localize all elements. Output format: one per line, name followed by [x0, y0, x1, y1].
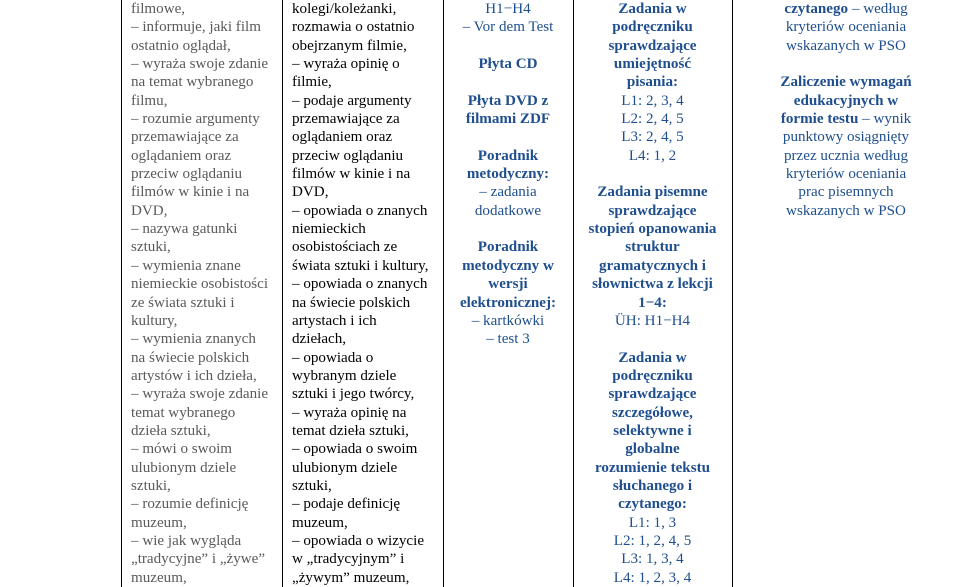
- text-line: edukacyjnych w: [793, 92, 899, 109]
- text-line: – wymienia znanych: [131, 331, 256, 348]
- text-line: wskazanych w PSO: [786, 202, 906, 219]
- text-line: dodatkowe: [474, 202, 542, 219]
- column-sprawdzanie: [574, 0, 731, 587]
- text-line: – rozumie argumenty: [131, 111, 260, 128]
- column-divider: [282, 0, 283, 587]
- text-line: stopień opanowania: [588, 221, 717, 238]
- text-line: szczegółowe,: [612, 404, 693, 421]
- text-line: muzeum,: [131, 514, 187, 531]
- text-line: DVD,: [292, 184, 329, 201]
- text-line: – wyraża opinię o: [292, 56, 400, 73]
- text-line: Zadania w: [618, 1, 687, 17]
- text-line: – mówi o swoim: [131, 441, 233, 458]
- text-line: selektywne i: [613, 422, 692, 439]
- text-line: filmu,: [131, 92, 168, 109]
- text-line: kultury,: [131, 312, 178, 329]
- text-line: [444, 73, 572, 91]
- text-line: muzeum,: [292, 514, 348, 531]
- text-line: ostatnio oglądał,: [131, 37, 231, 54]
- text-line: dzieła sztuki,: [131, 422, 211, 439]
- text-line: kryteriów oceniania: [785, 19, 907, 36]
- text-line: [574, 165, 731, 183]
- text-line: L2: 1, 2, 4, 5: [613, 532, 692, 549]
- column-materialy: [444, 0, 572, 587]
- text-line: DVD,: [131, 202, 168, 219]
- text-line: przeciw oglądaniu: [292, 147, 404, 164]
- text-line: sprawdzające: [608, 386, 697, 403]
- text-line: Zaliczenie wymagań: [780, 74, 912, 91]
- text-line: sztuki,: [131, 239, 171, 256]
- text-line: ulubionym dziele: [292, 459, 398, 476]
- text-line: filmów w kinie i na: [131, 184, 250, 201]
- text-line: filmami ZDF: [465, 111, 551, 128]
- text-line: sprawdzające: [608, 37, 697, 54]
- column-osiagniecia-receptywne: [131, 0, 281, 587]
- text-line: 1−4:: [638, 294, 667, 311]
- column-divider: [121, 0, 122, 587]
- text-line: słuchanego i: [612, 477, 693, 494]
- text-line: L3: 1, 3, 4: [621, 551, 684, 568]
- text-line: osobistościach ze: [292, 239, 398, 256]
- text-line: – opowiada o: [292, 349, 374, 366]
- text-line: artystach i ich: [292, 312, 377, 329]
- text-line: niemieckie osobistości: [131, 276, 269, 293]
- text-line: L1: 1, 3: [628, 514, 677, 531]
- text-line: czytanego – według: [784, 1, 908, 17]
- text-line: filmowe,: [131, 1, 186, 17]
- text-line: niemieckich: [292, 221, 366, 238]
- text-line: artystów i ich dzieła,: [131, 367, 257, 384]
- text-line: ÜH: H1−H4: [614, 312, 691, 329]
- text-line: formie testu – wynik: [780, 111, 912, 128]
- text-line: – rozumie definicję: [131, 496, 249, 513]
- text-line: metodyczny:: [466, 166, 550, 183]
- text-line: – nazywa gatunki: [131, 221, 238, 238]
- text-line: dziełach,: [292, 331, 347, 348]
- text-line: [574, 330, 731, 348]
- text-line: słownictwa z lekcji: [592, 276, 713, 293]
- text-line: filmie,: [292, 74, 332, 91]
- text-line: temat wybranego: [131, 404, 236, 421]
- text-line: gramatycznych i: [599, 257, 706, 274]
- text-line: „żywym” muzeum,: [292, 569, 410, 586]
- text-line: ze świata sztuki i: [131, 294, 235, 311]
- text-line: sprawdzające: [608, 202, 697, 219]
- text-line: Płyta CD: [478, 56, 538, 73]
- text-line: – podaje argumenty: [292, 92, 412, 109]
- text-line: obejrzanym filmie,: [292, 37, 407, 54]
- text-line: kolegi/koleżanki,: [292, 1, 397, 17]
- text-line: struktur: [625, 239, 680, 256]
- text-line: świata sztuki i kultury,: [292, 257, 429, 274]
- text-line: – podaje definicję: [292, 496, 401, 513]
- text-line: prac pisemnych: [798, 184, 894, 201]
- text-line: – wyraża swoje zdanie: [131, 386, 269, 403]
- text-line: L4: 1, 2, 3, 4: [613, 569, 692, 586]
- text-line: podręczniku: [612, 19, 693, 36]
- text-line: na temat wybranego: [131, 74, 254, 91]
- text-line: L3: 2, 4, 5: [621, 129, 684, 146]
- text-line: na świecie polskich: [292, 294, 411, 311]
- text-line: – opowiada o znanych: [292, 276, 428, 293]
- text-line: ulubionym dziele: [131, 459, 237, 476]
- text-line: temat dzieła sztuki,: [292, 422, 409, 439]
- text-line: sztuki,: [292, 477, 332, 494]
- text-line: – informuje, jaki film: [131, 19, 261, 36]
- column-osiagniecia-produktywne: [292, 0, 442, 587]
- text-line: kryteriów oceniania: [785, 166, 907, 183]
- text-line: na świecie polskich: [131, 349, 250, 366]
- text-line: H1−H4: [485, 1, 531, 17]
- text-line: wybranym dziele: [292, 367, 397, 384]
- text-line: L4: 1, 2: [628, 147, 677, 164]
- text-line: wskazanych w PSO: [786, 37, 906, 54]
- text-line: przemawiające za: [131, 129, 239, 146]
- text-line: „tradycyjne” i „żywe”: [131, 551, 266, 568]
- text-line: Zadania pisemne: [597, 184, 708, 201]
- text-line: rozmawia o ostatnio: [292, 19, 415, 36]
- text-line: wersji: [488, 276, 528, 293]
- text-line: Poradnik: [477, 147, 539, 164]
- text-line: oglądaniem oraz: [292, 129, 393, 146]
- text-line: przeciw oglądaniu: [131, 166, 243, 183]
- text-line: czytanego:: [618, 496, 687, 513]
- text-line: – opowiada o znanych: [292, 202, 428, 219]
- text-line: Płyta DVD z: [467, 92, 549, 109]
- text-line: w „tradycyjnym” i: [292, 551, 405, 568]
- text-line: pisania:: [626, 74, 679, 91]
- text-line: przemawiające za: [292, 111, 400, 128]
- text-line: – test 3: [486, 331, 530, 348]
- text-line: umiejętność: [613, 56, 692, 73]
- text-line: – wyraża swoje zdanie: [131, 56, 269, 73]
- text-line: – opowiada o swoim: [292, 441, 418, 458]
- text-line: – zadania: [479, 184, 537, 201]
- text-line: sztuki i jego twórcy,: [292, 386, 415, 403]
- text-line: Zadania w: [618, 349, 687, 366]
- text-line: rozumienie tekstu: [594, 459, 710, 476]
- text-line: muzeum,: [131, 569, 187, 586]
- column-ocenianie: [733, 0, 959, 587]
- text-line: [733, 55, 959, 73]
- text-line: [444, 37, 572, 55]
- text-line: punktowy osiągnięty: [782, 129, 910, 146]
- text-line: przez ucznia według: [783, 147, 909, 164]
- text-line: podręczniku: [612, 367, 693, 384]
- text-line: [444, 128, 572, 146]
- text-line: [444, 220, 572, 238]
- text-line: L1: 2, 3, 4: [621, 92, 684, 109]
- text-line: L2: 2, 4, 5: [621, 111, 684, 128]
- text-line: – wie jak wygląda: [131, 532, 242, 549]
- text-line: elektronicznej:: [459, 294, 557, 311]
- text-line: – Vor dem Test: [462, 19, 554, 36]
- text-line: Poradnik: [477, 239, 539, 256]
- text-line: globalne: [625, 441, 680, 458]
- text-line: filmów w kinie i na: [292, 166, 411, 183]
- text-line: – wymienia znane: [131, 257, 241, 274]
- text-line: – opowiada o wizycie: [292, 532, 425, 549]
- text-line: oglądaniem oraz: [131, 147, 232, 164]
- text-line: – wyraża opinię na: [292, 404, 407, 421]
- text-line: sztuki,: [131, 477, 171, 494]
- text-line: – kartkówki: [471, 312, 545, 329]
- text-line: metodyczny w: [462, 257, 554, 274]
